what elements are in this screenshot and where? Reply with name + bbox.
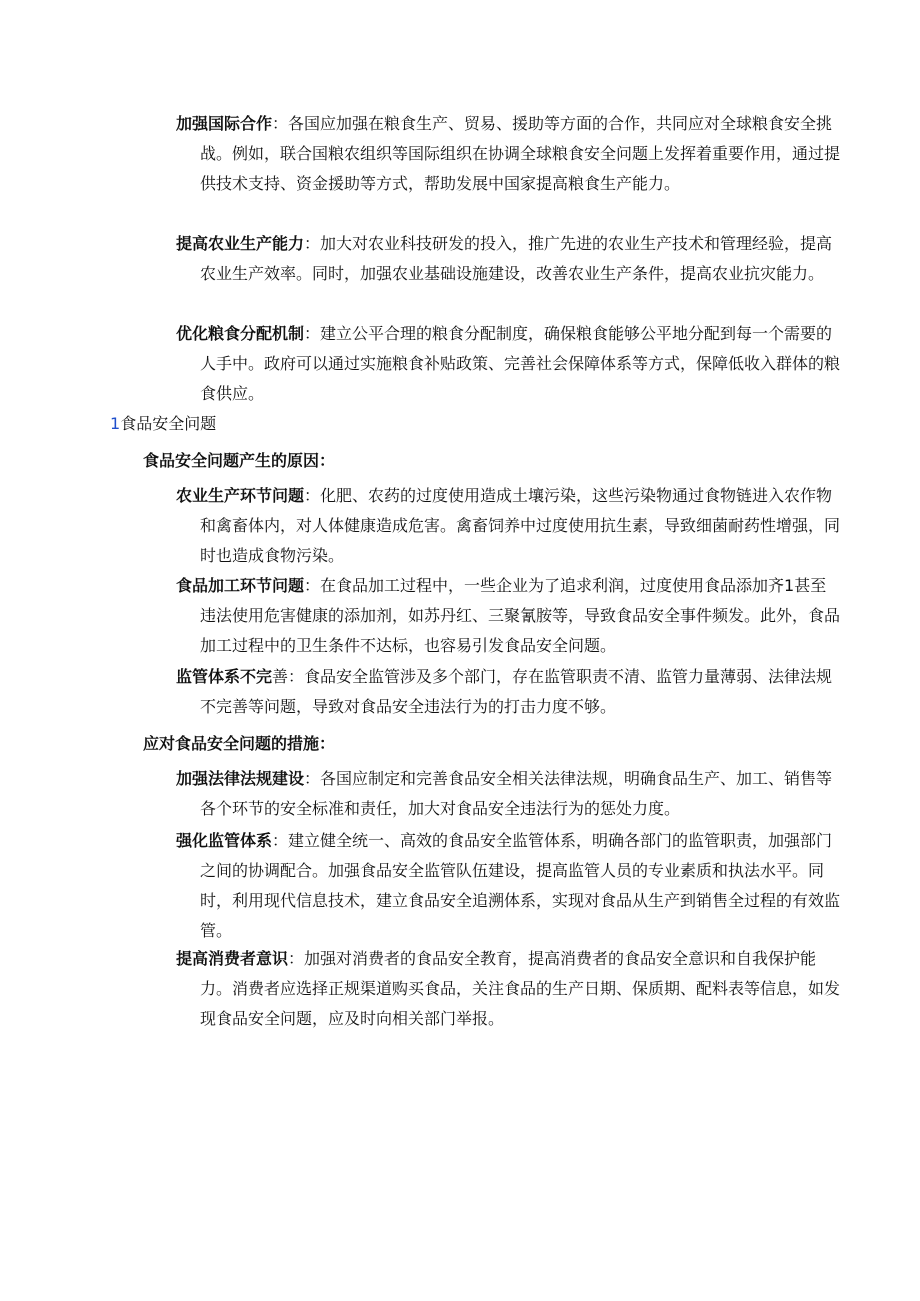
section-heading: [110, 409, 216, 439]
item-lead: 加强法律法规建设: [176, 769, 305, 788]
measure-legislation: [176, 764, 840, 824]
measure-consumer-awareness: [176, 944, 840, 1034]
section-title: 食品安全问题: [120, 414, 217, 433]
item-text: ：化肥、农药的过度使用造成土壤污染，这些污染物通过食物链进入农作物和禽畜体内，对人体健康造成危害。禽畜饲养中过度使用抗生素，导致细菌耐药性增强，同时也造成食物污染。: [200, 486, 841, 565]
measure-food-distribution: [176, 319, 840, 409]
item-lead: 加强国际合作: [176, 114, 273, 133]
item-lead: 优化粮食分配机制: [176, 324, 305, 343]
measure-international-cooperation: [176, 109, 840, 199]
item-lead: 提高消费者意识: [176, 949, 289, 968]
item-text: ：建立公平合理的粮食分配制度，确保粮食能够公平地分配到每一个需要的人手中。政府可以通过实施粮食补贴政策、完善社会保障体系等方式，保障低收入群体的粮食供应。: [200, 324, 841, 403]
cause-food-processing: [176, 571, 840, 661]
causes-heading: 食品安全问题产生的原因：: [143, 451, 336, 470]
item-text: ：建立健全统一、高效的食品安全监管体系，明确各部门的监管职责，加强部门之间的协调配合。加强食品安全监管队伍建设，提高监管人员的专业素质和执法水平。同时，利用现代信息技术，建立食品安全追溯体系，实现对食品从生产到销售全过程的有效监管。: [200, 831, 841, 940]
item-text: ：各国应制定和完善食品安全相关法律法规，明确食品生产、加工、销售等各个环节的安全标准和责任，加大对食品安全违法行为的惩处力度。: [200, 769, 833, 818]
measure-agricultural-capacity: [176, 229, 840, 289]
item-lead: 食品加工环节问题: [176, 576, 305, 595]
cause-agricultural-production: [176, 481, 840, 571]
item-text: ：加强对消费者的食品安全教育，提高消费者的食品安全意识和自我保护能力。消费者应选择正规渠道购买食品，关注食品的生产日期、保质期、配料表等信息，如发现食品安全问题，应及时向相关部门举报。: [200, 949, 841, 1028]
item-lead: 监管体系不完: [176, 667, 273, 686]
cause-regulatory-system: [176, 662, 840, 722]
item-lead: 农业生产环节问题: [176, 486, 305, 505]
item-lead: 提高农业生产能力: [176, 234, 305, 253]
item-lead: 强化监管体系: [176, 831, 273, 850]
item-text: ：各国应加强在粮食生产、贸易、援助等方面的合作，共同应对全球粮食安全挑战。例如，联合国粮农组织等国际组织在协调全球粮食安全问题上发挥着重要作用，通过提供技术支持、资金援助等方式，帮助发展中国家提高粮食生产能力。: [200, 114, 841, 193]
item-text: ：加大对农业科技研发的投入，推广先进的农业生产技术和管理经验，提高农业生产效率。同时，加强农业基础设施建设，改善农业生产条件，提高农业抗灾能力。: [200, 234, 833, 283]
section-number: 1: [110, 414, 121, 433]
item-text: 善：食品安全监管涉及多个部门，存在监管职责不清、监管力量薄弱、法律法规不完善等问题，导致对食品安全违法行为的打击力度不够。: [200, 667, 833, 716]
measure-supervision: [176, 826, 840, 946]
item-text: ：在食品加工过程中，一些企业为了追求利润，过度使用食品添加齐1甚至违法使用危害健康的添加剂，如苏丹红、三聚氰胺等，导致食品安全事件频发。此外，食品加工过程中的卫生条件不达标，也容易引发食品安全问题。: [200, 576, 841, 655]
measures-heading: 应对食品安全问题的措施：: [143, 734, 336, 753]
